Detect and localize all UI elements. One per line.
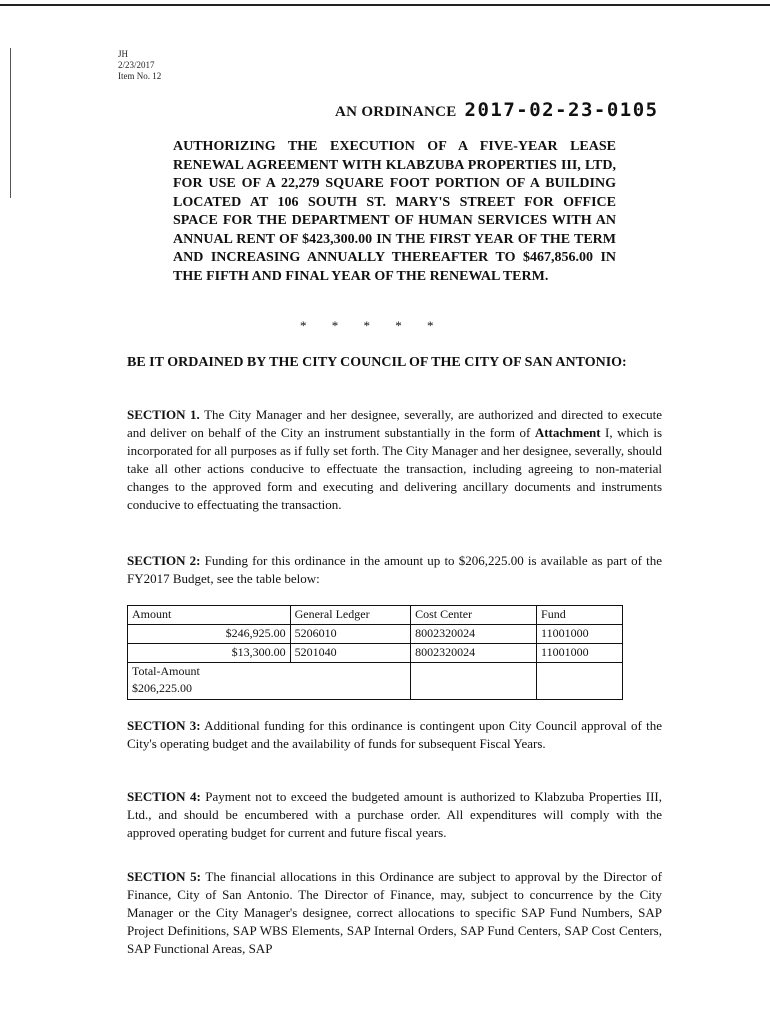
header-general-ledger: General Ledger [290, 606, 410, 625]
row-2-general-ledger: 5201040 [290, 644, 410, 663]
ordinance-caption: AUTHORIZING THE EXECUTION OF A FIVE-YEAR LEASE RENEWAL AGREEMENT WITH KLABZUBA PROPERTIES III, LTD, FOR USE OF A 22,279 SQUARE FOOT PORTION OF A BUILDING LOCATED AT 106 SOUTH ST. MARY'S STREET FOR OFFICE SPACE FOR THE DEPARTMENT OF HUMAN SERVICES WITH AN ANNUAL RENT OF $423,300.00 IN THE FIRST YEAR OF THE TERM AND INCREASING ANNUALLY THEREAFTER TO $467,856.00 IN THE FIFTH AND FINAL YEAR OF THE RENEWAL TERM. [173, 139, 616, 284]
section-5-label: SECTION 5: [127, 869, 201, 884]
section-2 [127, 552, 662, 588]
header-fund: Fund [537, 606, 623, 625]
section-1 [127, 406, 662, 514]
table-row [128, 644, 623, 663]
scan-border-top [0, 4, 770, 6]
row-1-cost-center: 8002320024 [411, 625, 537, 644]
row-2-cost-center: 8002320024 [411, 644, 537, 663]
section-4-text: Payment not to exceed the budgeted amount is authorized to Klabzuba Properties III, Ltd., and should be encumbered with a purchase order. All expenditures will comply with the approved operating budget for current and future fiscal years. [127, 789, 662, 840]
funding-table [127, 605, 623, 700]
scan-mark-left [10, 48, 11, 198]
initials: JH [118, 49, 129, 59]
section-3-label: SECTION 3: [127, 718, 201, 733]
total-fund-empty [537, 663, 623, 700]
table-total-row [128, 663, 623, 700]
section-2-text: Funding for this ordinance in the amount up to $206,225.00 is available as part of the FY2017 Budget, see the table below: [127, 553, 662, 586]
attachment-label: Attachment [534, 425, 601, 440]
enacting-clause: BE IT ORDAINED BY THE CITY COUNCIL OF THE CITY OF SAN ANTONIO: [127, 355, 627, 370]
item-number: Item No. 12 [118, 71, 162, 81]
total-cell [128, 663, 411, 700]
date: 2/23/2017 [118, 60, 155, 70]
row-2-fund: 11001000 [537, 644, 623, 663]
section-5-text: The financial allocations in this Ordinance are subject to approval by the Director of Finance, City of San Antonio. The Director of Finance, may, subject to concurrence by the City Manager or the City Manager's designee, correct allocations to specific SAP Fund Numbers, SAP Project Definitions, SAP WBS Elements, SAP Internal Orders, SAP Fund Centers, SAP Cost Centers, SAP Functional Areas, SAP [127, 869, 662, 956]
section-3 [127, 717, 662, 753]
section-1-label: SECTION 1. [127, 407, 200, 422]
table-header-row [128, 606, 623, 625]
section-1-text-b: I, which is incorporated for all purposes as if fully set forth. The City Manager and her designee, severally, should take all other actions conducive to effectuate the transaction, including agreeing to non-material changes to the approved form and executing and delivering ancillary documents and instruments conducive to effectuating the transaction. [127, 425, 663, 512]
separator-stars: * * * * * [300, 318, 434, 333]
section-4 [127, 788, 662, 842]
header-amount: Amount [128, 606, 291, 625]
row-1-general-ledger: 5206010 [290, 625, 410, 644]
ordinance-number: 2017-02-23-0105 [464, 99, 659, 121]
section-4-label: SECTION 4: [127, 789, 201, 804]
row-1-fund: 11001000 [537, 625, 623, 644]
header-meta [118, 49, 161, 82]
header-cost-center: Cost Center [411, 606, 537, 625]
section-2-label: SECTION 2: [127, 553, 201, 568]
total-label: Total-Amount [132, 664, 200, 678]
row-2-amount: $13,300.00 [128, 644, 291, 663]
ordinance-label: AN ORDINANCE [335, 104, 457, 120]
section-5 [127, 868, 662, 958]
row-1-amount: $246,925.00 [128, 625, 291, 644]
total-value: $206,225.00 [132, 681, 192, 695]
ordinance-heading [335, 99, 659, 121]
section-3-text: Additional funding for this ordinance is contingent upon City Council approval of the City's operating budget and the availability of funds for subsequent Fiscal Years. [127, 718, 662, 751]
total-cost-center-empty [411, 663, 537, 700]
table-row [128, 625, 623, 644]
section-1-text-a: The City Manager and her designee, severally, are authorized and directed to execute and deliver on behalf of the City an instrument substantially in the form of [127, 407, 662, 440]
